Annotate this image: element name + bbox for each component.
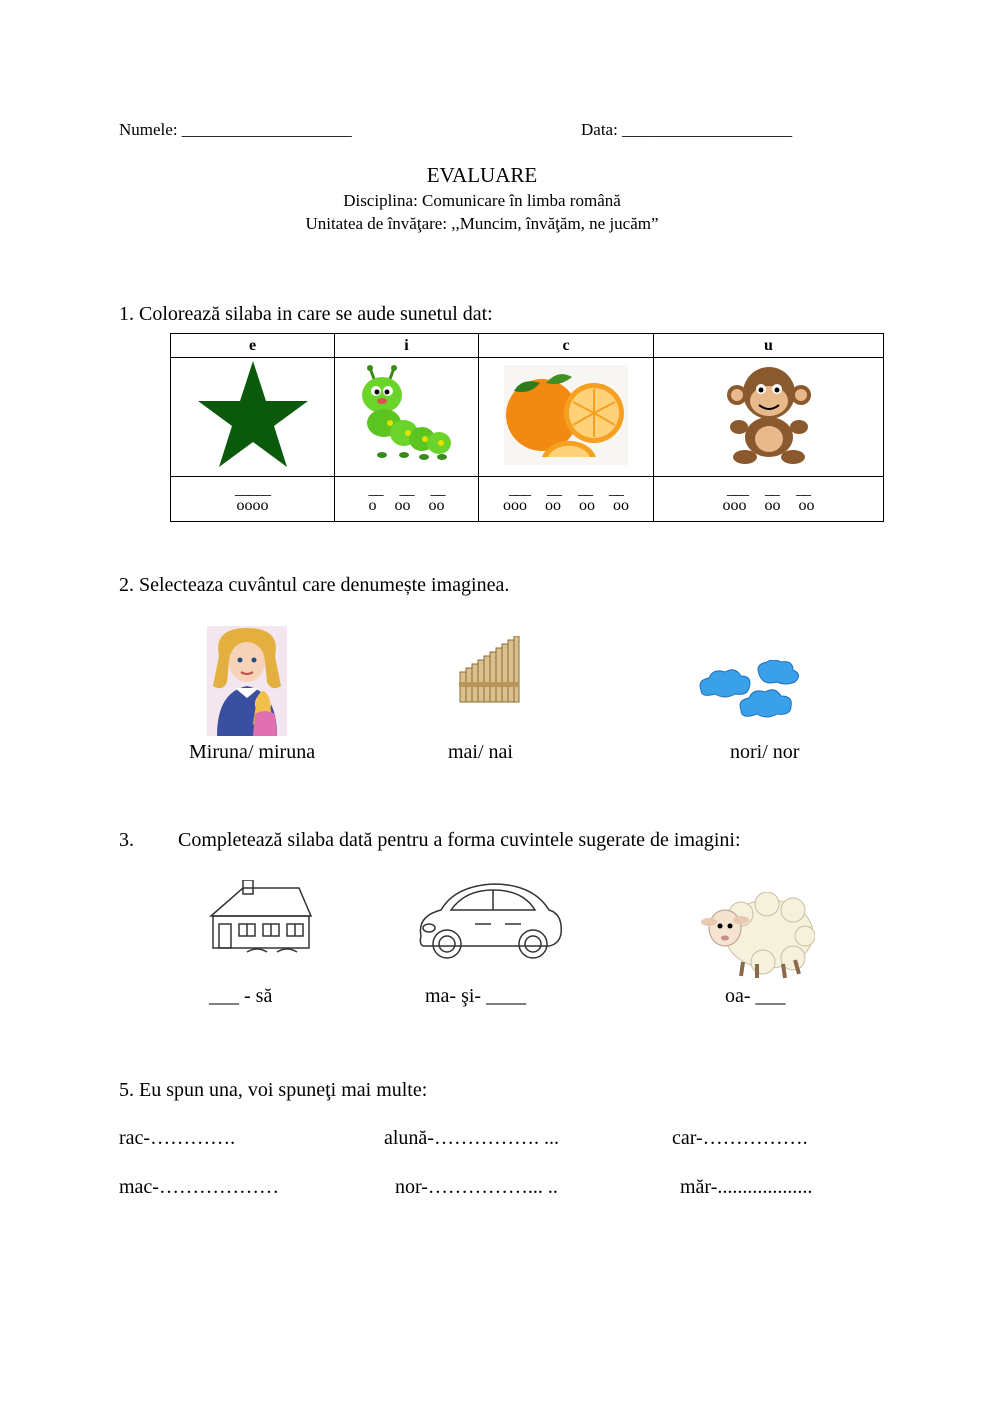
blank-line[interactable]: __ (796, 481, 810, 498)
syllable-ovals[interactable]: oo (613, 497, 629, 514)
blank-line[interactable]: _____ (235, 481, 270, 498)
ex5-item-nor[interactable]: nor-……………... .. (395, 1176, 558, 1198)
blank-line[interactable]: __ (399, 481, 414, 498)
ex3-number: 3. (119, 829, 134, 851)
syllable-ovals[interactable]: oo (579, 497, 595, 514)
ex3-house-word[interactable]: ___ - să (209, 985, 273, 1007)
picture-cell-orange (479, 358, 654, 477)
syllable-table (170, 333, 884, 522)
pan-flute-icon (458, 636, 520, 706)
star-icon (197, 359, 309, 471)
ex2-option-nai[interactable]: mai/ nai (448, 741, 513, 763)
ex5-item-rac[interactable]: rac-…………. (119, 1127, 236, 1149)
syllable-ovals[interactable]: oo (545, 497, 561, 514)
ex5-item-mac[interactable]: mac-……………… (119, 1176, 279, 1198)
blank-line[interactable]: __ (547, 481, 561, 498)
syllables-e (171, 477, 335, 522)
car-icon (415, 880, 563, 968)
sound-i: i (335, 334, 479, 358)
picture-cell-star (171, 358, 335, 477)
blank-line[interactable]: __ (609, 481, 623, 498)
syllables-u (654, 477, 884, 522)
syllable-ovals[interactable]: oo (764, 497, 781, 514)
sound-u: u (654, 334, 884, 358)
syllable-ovals[interactable]: oooo (236, 497, 269, 514)
ex2-option-nori[interactable]: nori/ nor (730, 741, 800, 763)
subject-line: Disciplina: Comunicare în limba română (343, 191, 621, 210)
clouds-icon (697, 660, 803, 724)
ex5-item-car[interactable]: car-……………. (672, 1127, 808, 1149)
sound-c: c (479, 334, 654, 358)
ex3-car-word[interactable]: ma- şi- ____ (425, 985, 527, 1007)
picture-cell-caterpillar (335, 358, 479, 477)
blank-line[interactable]: __ (430, 481, 445, 498)
girl-with-doll-icon (207, 626, 287, 736)
ex2-instruction: 2. Selecteaza cuvântul care denumește imaginea. (119, 574, 510, 596)
blank-line[interactable]: __ (765, 481, 779, 498)
ex2-option-miruna[interactable]: Miruna/ miruna (189, 741, 316, 763)
syllable-ovals[interactable]: o (368, 497, 377, 514)
syllable-ovals[interactable]: ooo (722, 497, 747, 514)
orange-icon (502, 365, 630, 465)
ex3-sheep-word[interactable]: oa- ___ (725, 985, 786, 1007)
caterpillar-icon (352, 365, 462, 465)
blank-line[interactable]: __ (578, 481, 592, 498)
ex5-item-aluna[interactable]: alună-……………. ... (384, 1127, 559, 1149)
picture-cell-monkey (654, 358, 884, 477)
unit-line: Unitatea de învăţare: ,,Muncim, învăţăm, ne jucăm” (305, 214, 659, 233)
blank-line[interactable]: ___ (727, 481, 748, 498)
blank-line[interactable]: ___ (509, 481, 530, 498)
sheep-icon (697, 892, 815, 980)
page-title: EVALUARE (426, 163, 538, 187)
syllable-ovals[interactable]: oo (428, 497, 445, 514)
ex3-instruction: Completează silaba dată pentru a forma cuvintele sugerate de imagini: (178, 829, 741, 851)
syllable-ovals[interactable]: ooo (503, 497, 527, 514)
blank-line[interactable]: __ (368, 481, 383, 498)
syllable-ovals[interactable]: oo (798, 497, 815, 514)
syllables-c (479, 477, 654, 522)
ex5-item-mar[interactable]: măr-................... (680, 1176, 813, 1198)
name-field-label: Numele: ____________________ (119, 120, 352, 139)
sound-e: e (171, 334, 335, 358)
ex1-instruction: 1. Colorează silaba in care se aude sunetul dat: (119, 303, 493, 325)
house-icon (207, 880, 315, 956)
date-field-label: Data: ____________________ (581, 120, 793, 139)
monkey-icon (721, 365, 817, 465)
syllable-ovals[interactable]: oo (394, 497, 411, 514)
ex5-instruction: 5. Eu spun una, voi spuneţi mai multe: (119, 1079, 428, 1101)
syllables-i (335, 477, 479, 522)
